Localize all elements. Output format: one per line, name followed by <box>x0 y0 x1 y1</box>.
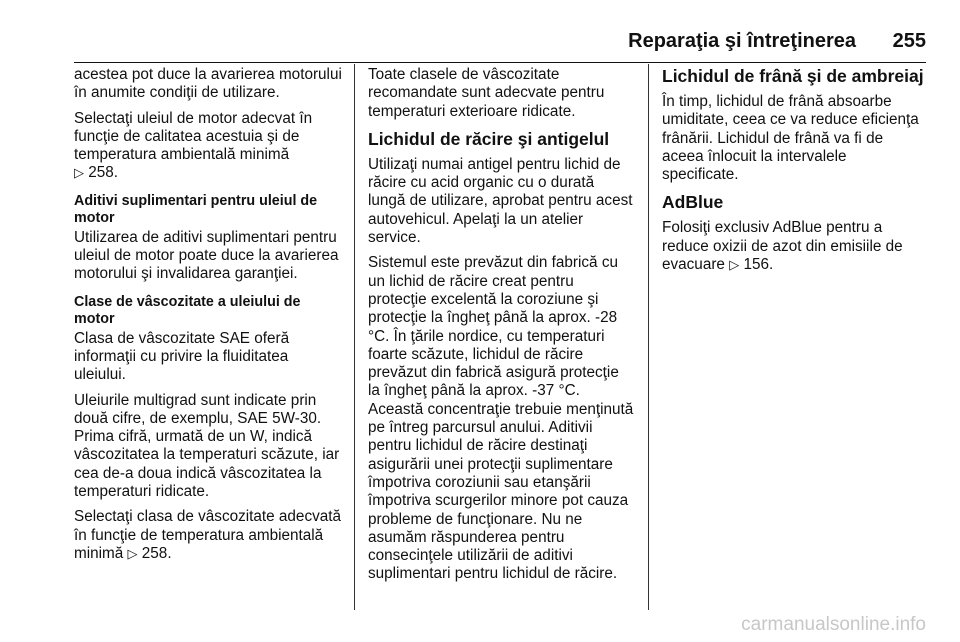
paragraph: acestea pot duce la avarierea motorului în anumite condiţii de utilizare. <box>74 66 342 102</box>
paragraph: Toate clasele de vâscozitate recomandate sunt adecvate pentru temperaturi exterioare ridicate. <box>368 66 605 120</box>
page-reference[interactable]: 258. <box>88 164 119 182</box>
page-number: 255 <box>892 30 926 52</box>
page-reference[interactable]: 156. <box>743 256 774 274</box>
heading-brake-clutch-fluid: Lichidul de frână şi de ambreiaj <box>662 66 924 86</box>
column-3 <box>662 66 926 281</box>
paragraph: Selectaţi clasa de vâscozitate adecvată în funcţie de temperatura ambientală minimă ▷ 258. <box>74 508 342 562</box>
subheading-viscosity-classes: Clase de vâscozitate a uleiului de motor <box>74 293 301 327</box>
paragraph: Uleiurile multigrad sunt indicate prin două cifre, de exemplu, SAE 5W-30. Prima cifră, urmată de un W, indică vâscozitatea la temperaturi scăzute, iar cea de-a doua indică vâscozitatea la temperaturi ridicate. <box>74 391 340 501</box>
heading-adblue: AdBlue <box>662 192 724 213</box>
watermark: carmanualsonline.info <box>741 614 926 635</box>
column-divider-1 <box>354 64 355 610</box>
section-title: Reparaţia şi întreţinerea <box>628 30 856 52</box>
heading-coolant-antifreeze: Lichidul de răcire şi antigelul <box>368 128 610 149</box>
paragraph: Selectaţi uleiul de motor adecvat în funcţie de calitatea acestuia şi de temperatura ambientală minimă ▷ 258. <box>74 109 313 182</box>
page-header <box>74 28 926 63</box>
page-reference-icon: ▷ <box>127 545 138 561</box>
subheading-engine-oil-additives: Aditivi suplimentari pentru uleiul de motor <box>74 192 318 226</box>
column-2 <box>368 66 634 591</box>
paragraph: Folosiţi exclusiv AdBlue pentru a reduce oxizii de azot din emisiile de evacuare ▷ 156. <box>662 219 903 274</box>
paragraph: În timp, lichidul de frână absoarbe umiditate, ceea ce va reduce eficienţa frânării. Lichidul de frână va fi de aceea înlocuit la intervalele specificate. <box>662 93 919 184</box>
paragraph: Clasa de vâscozitate SAE oferă informaţii cu privire la fluiditatea uleiului. <box>74 329 290 384</box>
column-divider-2 <box>648 64 649 610</box>
column-1 <box>74 66 344 570</box>
page-reference-icon: ▷ <box>74 165 84 181</box>
paragraph: Utilizaţi numai antigel pentru lichid de răcire cu acid organic cu o durată lungă de utilizare, aprobat pentru acest autovehicul. Apelaţi la un atelier service. <box>368 155 633 247</box>
paragraph: Utilizarea de aditivi suplimentari pentru uleiul de motor poate duce la avarierea motorului şi invalidarea garanţiei. <box>74 228 339 283</box>
page-reference-icon: ▷ <box>729 257 740 273</box>
paragraph: Sistemul este prevăzut din fabrică cu un lichid de răcire creat pentru protecţie excelentă la coroziune şi protecţie la îngheţ până la aprox. -28 °C. În ţările nordice, cu temperaturi foarte scăzute, lichidul de răcire prevăzut din fabrică asigură protecţie la îngheţ până la aprox. -37 °C. Această concentraţie trebuie menţinută pe întreg parcursul anului. Aditivii pentru lichidul de răcire destinaţi asigurării unei protecţii suplimentare împotriva coroziunii sau etanşării împotriva scurgerilor minore pot cauza probleme de funcţionare. Nu ne asumăm răspunderea pentru consecinţele utilizării de aditivi suplimentari pentru lichidul de răcire. <box>368 254 634 583</box>
page-reference[interactable]: 258. <box>141 544 172 562</box>
